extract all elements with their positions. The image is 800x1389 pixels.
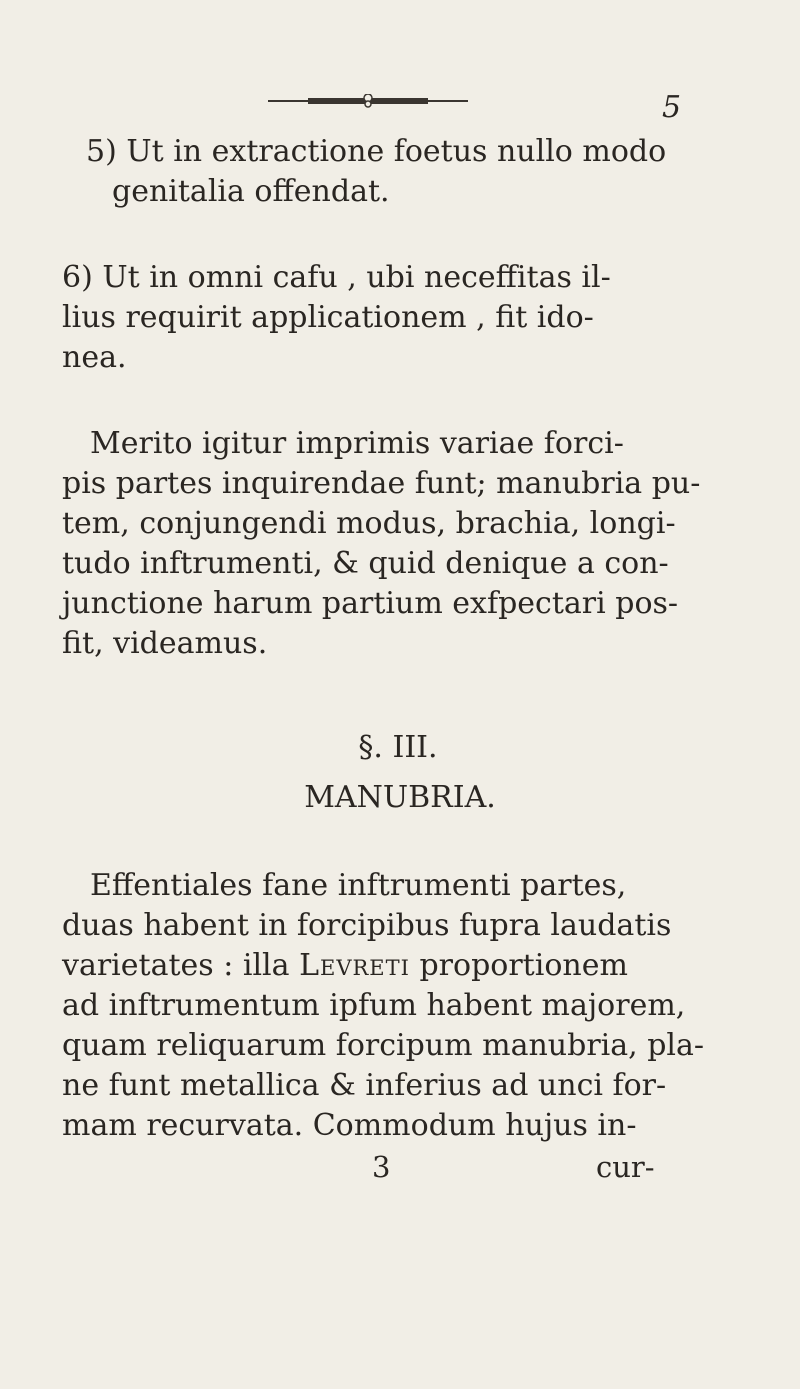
text-line: genitalia offendat. — [112, 174, 390, 209]
text-line: fit, videamus. — [62, 626, 268, 661]
section-title: MANUBRIA. — [304, 780, 496, 815]
text-line: nea. — [62, 340, 127, 375]
text-line: lius requirit applicationem , fit ido- — [62, 300, 594, 335]
text-line: junctione harum partium exfpectari pos- — [62, 586, 679, 621]
text-segment: varietates : illa — [62, 948, 300, 983]
header-ornament — [268, 94, 468, 108]
text-line: 5) Ut in extractione foetus nullo modo — [86, 134, 667, 169]
text-line: Merito igitur imprimis variae forci- — [90, 426, 624, 461]
text-line: tudo inftrumenti, & quid denique a con- — [62, 546, 669, 581]
text-line: mam recurvata. Commodum hujus in- — [62, 1108, 637, 1143]
text-line: ne funt metallica & inferius ad unci for- — [62, 1068, 667, 1103]
page-number: 5 — [662, 90, 682, 125]
text-line — [62, 946, 628, 986]
text-line: tem, conjungendi modus, brachia, longi- — [62, 506, 676, 541]
text-line: quam reliquarum forcipum manubria, pla- — [62, 1028, 705, 1063]
text-line: pis partes inquirendae funt; manubria pu- — [62, 466, 701, 501]
section-number: §. III. — [358, 730, 438, 765]
text-segment: proportionem — [409, 948, 628, 983]
text-line: ad inftrumentum ipfum habent majorem, — [62, 988, 686, 1023]
text-line: Effentiales fane inftrumenti partes, — [90, 868, 627, 903]
catchword: cur- — [596, 1150, 655, 1184]
text-line: 6) Ut in omni cafu , ubi neceffitas il- — [62, 260, 611, 295]
text-line: duas habent in forcipibus fupra laudatis — [62, 908, 672, 943]
signature-mark: 3 — [372, 1150, 391, 1184]
author-name: Levreti — [299, 948, 410, 983]
